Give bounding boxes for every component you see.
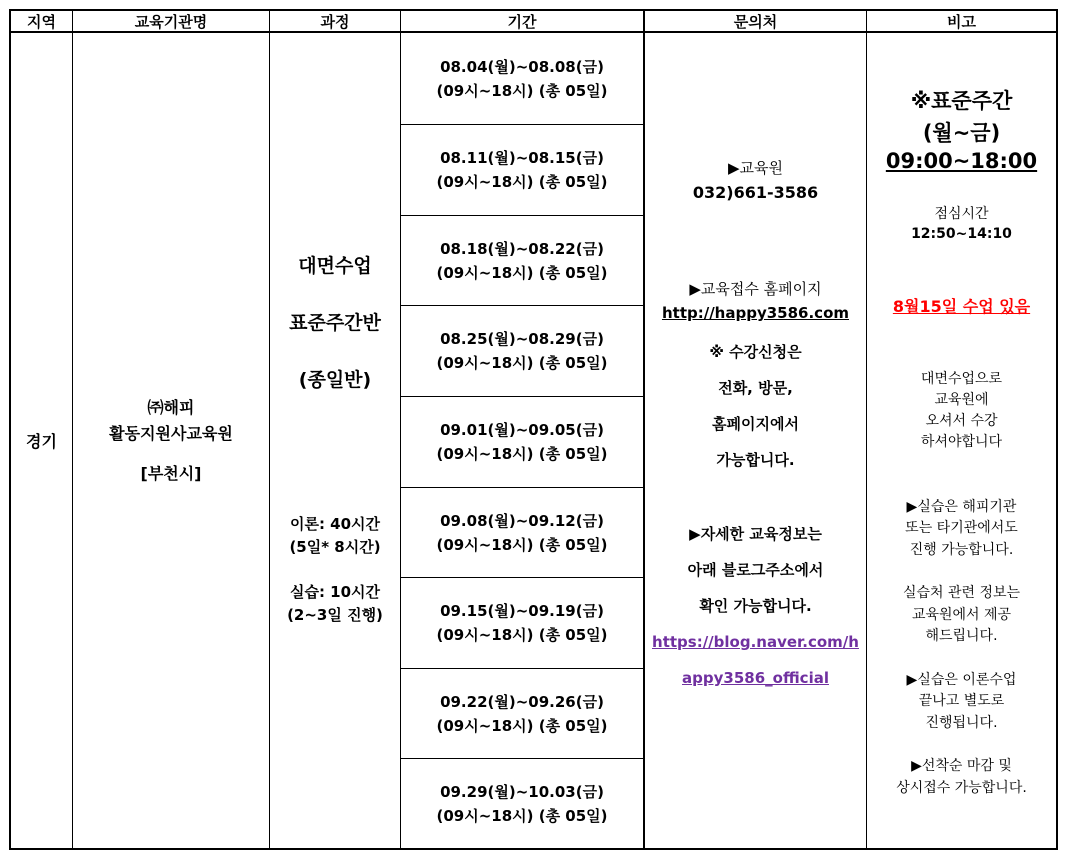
period-hours: (09시~18시) (총 05일) <box>436 81 608 100</box>
header-course <box>270 11 400 31</box>
course-schedule-table <box>9 9 1058 850</box>
practice-note-1: ▶실습은 해피기관 <box>906 499 1017 515</box>
period-dates: 08.25(월)~08.29(금) <box>440 330 604 348</box>
institution-cell <box>73 33 269 848</box>
header-period <box>401 11 643 31</box>
practice-info-1: 실습처 관련 정보는 <box>902 585 1021 601</box>
practice-after-3: 진행됩니다. <box>925 715 998 731</box>
contact-apply-1: ※ 수강신청은 <box>709 343 802 361</box>
period-row <box>401 306 643 396</box>
period-dates: 08.11(월)~08.15(금) <box>440 149 604 167</box>
table-border-right <box>1056 9 1058 850</box>
header-institution <box>73 11 269 31</box>
period-dates: 09.08(월)~09.12(금) <box>440 511 604 530</box>
period-row <box>401 669 643 758</box>
period-hours: (09시~18시) (총 05일) <box>436 263 608 282</box>
standard-schedule-days: (월~금) <box>922 121 1001 145</box>
period-row <box>401 488 643 577</box>
period-dates: 09.01(월)~09.05(금) <box>440 421 604 439</box>
blog-link-continued[interactable]: appy3586_official <box>682 669 829 687</box>
header-label: 과정 <box>320 12 350 31</box>
contact-phone: 032)661-3586 <box>692 183 819 202</box>
inperson-note-2: 교육원에 <box>934 392 989 408</box>
period-hours: (09시~18시) (총 05일) <box>436 445 608 463</box>
inperson-note-3: 오셔서 수강 <box>925 413 998 429</box>
contact-apply-2: 전화, 방문, <box>718 379 793 397</box>
notes-cell <box>867 33 1056 848</box>
inperson-note-1: 대면수업으로 <box>920 371 1003 387</box>
header-contact <box>645 11 866 31</box>
period-hours: (09시~18시) (총 05일) <box>436 535 608 554</box>
region-cell <box>11 33 72 848</box>
practice-info-3: 해드립니다. <box>925 628 998 644</box>
table-border-bottom <box>9 848 1058 850</box>
special-class-notice: 8월15일 수업 있음 <box>892 297 1031 316</box>
institution-city: [부천시] <box>140 463 202 483</box>
standard-schedule-title: ※표준주간 <box>910 89 1013 113</box>
course-type-fullday: (종일반) <box>298 369 372 391</box>
inperson-note-4: 하셔야합니다 <box>920 434 1003 450</box>
period-hours: (09시~18시) (총 05일) <box>436 806 608 825</box>
course-cell <box>270 33 400 848</box>
header-notes <box>867 11 1056 31</box>
period-row <box>401 33 643 124</box>
blog-link-wrap-2 <box>645 669 866 687</box>
period-hours: (09시~18시) (총 05일) <box>436 626 608 644</box>
contact-apply-3: 홈페이지에서 <box>712 415 799 433</box>
contact-phone-label: ▶교육원 <box>727 159 783 177</box>
blog-link[interactable]: https://blog.naver.com/h <box>652 633 859 651</box>
header-label: 기간 <box>507 12 537 31</box>
period-hours: (09시~18시) (총 05일) <box>436 173 608 191</box>
course-practice-detail: (2~3일 진행) <box>287 606 383 624</box>
period-dates: 09.29(월)~10.03(금) <box>440 782 604 801</box>
contact-blog-3: 확인 가능합니다. <box>699 597 812 615</box>
header-label: 문의처 <box>733 12 778 31</box>
institution-name-line2: 활동지원사교육원 <box>109 423 233 443</box>
course-theory-detail: (5일* 8시간) <box>289 538 381 556</box>
period-dates: 09.15(월)~09.19(금) <box>440 602 604 620</box>
header-label: 비고 <box>947 12 976 31</box>
blog-link-wrap-1 <box>645 633 866 651</box>
period-row <box>401 578 643 668</box>
period-dates: 08.18(월)~08.22(금) <box>440 239 604 258</box>
period-hours: (09시~18시) (총 05일) <box>436 716 608 735</box>
contact-cell <box>645 33 866 848</box>
practice-info-2: 교육원에서 제공 <box>911 607 1012 623</box>
homepage-link[interactable]: http://happy3586.com <box>661 304 850 322</box>
period-row <box>401 397 643 487</box>
contact-web-wrap <box>645 304 866 322</box>
first-come-note-1: ▶선착순 마감 및 <box>911 758 1012 774</box>
period-hours: (09시~18시) (총 05일) <box>436 354 608 372</box>
period-dates: 08.04(월)~08.08(금) <box>440 57 604 76</box>
region-label: 경기 <box>26 432 57 451</box>
first-come-note-2: 상시접수 가능합니다. <box>896 780 1027 796</box>
course-practice-hours: 실습: 10시간 <box>289 583 381 601</box>
course-type-standard: 표준주간반 <box>289 312 381 334</box>
period-row <box>401 125 643 215</box>
contact-web-label: ▶교육접수 홈페이지 <box>689 280 822 298</box>
lunch-time: 12:50~14:10 <box>911 226 1012 242</box>
period-dates: 09.22(월)~09.26(금) <box>440 692 604 711</box>
course-theory-hours: 이론: 40시간 <box>289 515 381 533</box>
header-label: 교육기관명 <box>134 12 208 31</box>
lunch-label: 점심시간 <box>934 206 989 222</box>
period-row <box>401 216 643 305</box>
practice-after-1: ▶실습은 이론수업 <box>906 672 1017 688</box>
practice-note-3: 진행 가능합니다. <box>909 542 1014 558</box>
practice-after-2: 끝나고 별도로 <box>918 693 1005 709</box>
period-row <box>401 759 643 848</box>
contact-apply-4: 가능합니다. <box>716 451 795 469</box>
practice-note-2: 또는 타기관에서도 <box>905 520 1018 536</box>
header-label: 지역 <box>27 12 56 31</box>
standard-schedule-time: 09:00~18:00 <box>885 149 1038 173</box>
contact-blog-1: ▶자세한 교육정보는 <box>689 525 822 543</box>
course-type-inperson: 대면수업 <box>298 255 372 277</box>
institution-name-line1: ㈜해피 <box>147 397 195 417</box>
header-region <box>11 11 72 31</box>
contact-blog-2: 아래 블로그주소에서 <box>687 561 824 579</box>
